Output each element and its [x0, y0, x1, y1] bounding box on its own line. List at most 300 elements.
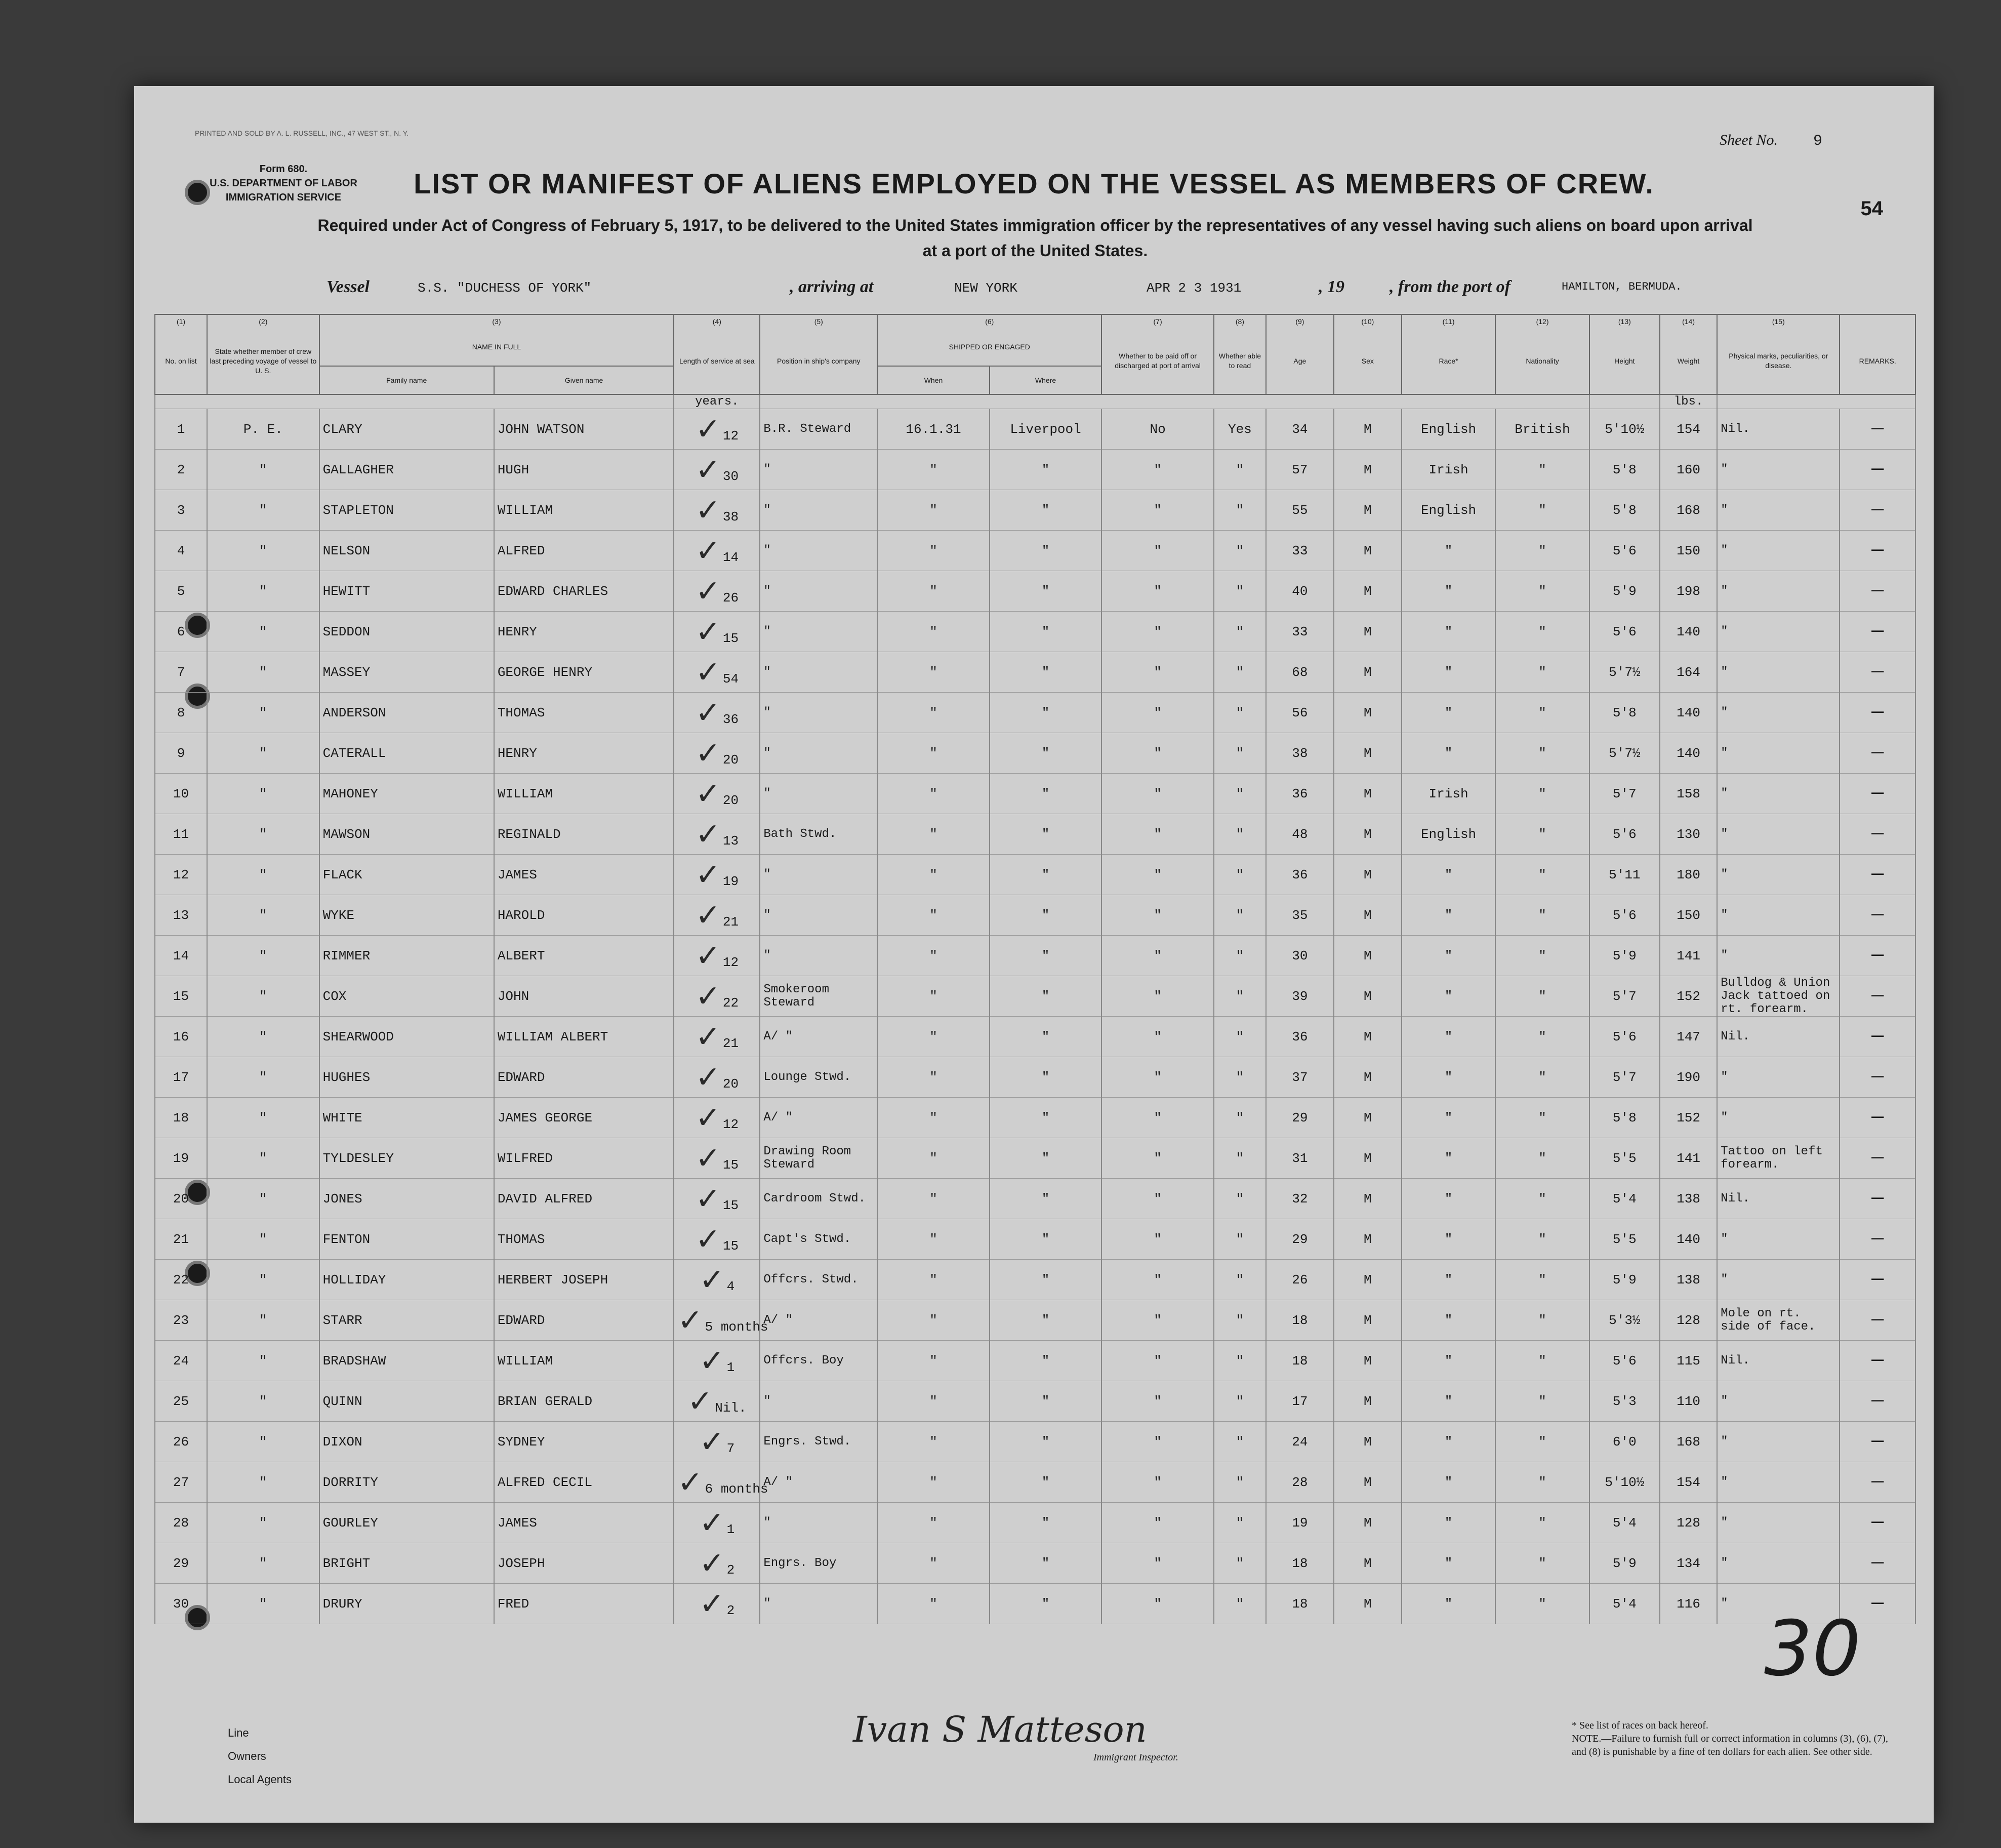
able-to-read-value: "	[1236, 1312, 1244, 1328]
shipped-where-value: "	[1041, 583, 1050, 599]
height-value: 5'7½	[1609, 664, 1641, 680]
family-name-value: BRIGHT	[322, 1555, 371, 1571]
service-length-value: 12	[722, 1116, 739, 1132]
cell-race	[1402, 1179, 1495, 1219]
nationality-value: "	[1538, 1312, 1546, 1328]
able-to-read-value: "	[1236, 1353, 1244, 1369]
cell-given-name	[494, 693, 674, 733]
weight-value: 116	[1677, 1596, 1700, 1612]
service-length-value: 12	[722, 954, 739, 970]
cell-shipped-where	[990, 693, 1102, 733]
check-mark-icon: ✓	[677, 1302, 703, 1338]
cell-family-name	[319, 1057, 494, 1098]
sex-value: M	[1364, 1312, 1372, 1328]
cell-able-to-read	[1214, 976, 1266, 1017]
cell-height	[1589, 936, 1660, 976]
physical-marks-value: "	[1721, 584, 1728, 598]
cell-nationality	[1495, 1138, 1589, 1179]
cell-shipped-when	[877, 1057, 990, 1098]
given-name-value: HAROLD	[497, 907, 545, 923]
position-value: Cardroom Stwd.	[763, 1191, 866, 1206]
cell-given-name	[494, 1341, 674, 1381]
cell-shipped-when	[877, 1543, 990, 1584]
cell-race	[1402, 895, 1495, 936]
cell-service-length	[674, 1341, 760, 1381]
table-row	[155, 1260, 1915, 1300]
previous-voyage-value: "	[259, 786, 267, 801]
cell-family-name	[319, 1422, 494, 1462]
remarks-tick-icon: —	[1840, 1017, 1915, 1057]
cell-able-to-read	[1214, 1017, 1266, 1057]
race-value: Irish	[1428, 462, 1468, 477]
remarks-tick-icon: —	[1840, 855, 1915, 895]
family-name-value: GOURLEY	[322, 1515, 378, 1531]
previous-voyage-value: "	[259, 462, 267, 477]
family-name-value: CLARY	[322, 421, 362, 437]
cell-shipped-where	[990, 1098, 1102, 1138]
cell-weight	[1660, 1543, 1717, 1584]
able-to-read-value: "	[1236, 1069, 1244, 1085]
able-to-read-value: "	[1236, 543, 1244, 558]
table-row	[155, 693, 1915, 733]
cell-height	[1589, 774, 1660, 814]
cell-shipped-when	[877, 652, 990, 693]
cell-sex	[1334, 774, 1402, 814]
weight-value: 154	[1677, 1474, 1700, 1490]
cell-paid-off	[1101, 1300, 1214, 1341]
height-value: 5'7	[1612, 988, 1637, 1004]
check-mark-icon: ✓	[695, 1181, 721, 1217]
height-value: 5'9	[1612, 583, 1637, 599]
check-mark-icon: ✓	[695, 452, 721, 488]
sex-value: M	[1364, 1029, 1372, 1044]
position-value: A/ "	[763, 1110, 793, 1124]
cell-service-length	[674, 409, 760, 450]
cell-sex	[1334, 1138, 1402, 1179]
previous-voyage-value: "	[259, 543, 267, 558]
race-value: "	[1444, 867, 1453, 882]
previous-voyage-value: "	[259, 1150, 267, 1166]
sex-value: M	[1364, 1555, 1372, 1571]
physical-marks-value: "	[1721, 705, 1728, 719]
check-mark-icon: ✓	[699, 1343, 725, 1379]
able-to-read-value: "	[1236, 583, 1244, 599]
sex-value: M	[1364, 583, 1372, 599]
cell-row-number	[155, 1341, 207, 1381]
cell-row-number	[155, 1138, 207, 1179]
shipped-where-value: "	[1041, 462, 1050, 477]
able-to-read-value: "	[1236, 502, 1244, 518]
age-value: 56	[1292, 705, 1308, 720]
service-length-value: 38	[722, 509, 739, 525]
sex-value: M	[1364, 1434, 1372, 1450]
cell-previous-voyage	[207, 571, 319, 612]
cell-shipped-when	[877, 976, 990, 1017]
shipped-where-value: "	[1041, 1312, 1050, 1328]
cell-row-number	[155, 1260, 207, 1300]
cell-row-number	[155, 855, 207, 895]
cell-weight	[1660, 693, 1717, 733]
cell-weight	[1660, 490, 1717, 531]
cell-race	[1402, 936, 1495, 976]
cell-paid-off	[1101, 1381, 1214, 1422]
years-unit: years.	[674, 394, 760, 409]
weight-value: 150	[1677, 543, 1700, 558]
cell-able-to-read	[1214, 1584, 1266, 1624]
check-mark-icon: ✓	[699, 1545, 725, 1581]
service-length-value: 1	[726, 1359, 735, 1375]
cell-previous-voyage	[207, 490, 319, 531]
col-14-num: (14)	[1660, 314, 1717, 328]
cell-previous-voyage	[207, 531, 319, 571]
cell-service-length	[674, 1381, 760, 1422]
nationality-value: "	[1538, 1069, 1546, 1085]
cell-shipped-where	[990, 571, 1102, 612]
cell-service-length	[674, 1138, 760, 1179]
nationality-value: "	[1538, 1393, 1546, 1409]
cell-nationality	[1495, 1017, 1589, 1057]
previous-voyage-value: "	[259, 867, 267, 882]
service-length-value: 26	[722, 590, 739, 606]
cell-family-name	[319, 1503, 494, 1543]
cell-position	[760, 774, 877, 814]
nationality-value: "	[1538, 867, 1546, 882]
table-row	[155, 1057, 1915, 1098]
sheet-value: 9	[1813, 133, 1822, 150]
cell-paid-off	[1101, 1341, 1214, 1381]
cell-service-length	[674, 1219, 760, 1260]
cell-weight	[1660, 531, 1717, 571]
sex-value: M	[1364, 1231, 1372, 1247]
cell-race	[1402, 490, 1495, 531]
cell-nationality	[1495, 774, 1589, 814]
service-length-value: 21	[722, 914, 739, 930]
race-value: "	[1444, 1272, 1453, 1288]
shipped-where-value: "	[1041, 1555, 1050, 1571]
service-length-value: 15	[722, 1157, 739, 1173]
cell-row-number	[155, 1503, 207, 1543]
cell-family-name	[319, 1462, 494, 1503]
cell-sex	[1334, 652, 1402, 693]
cell-able-to-read	[1214, 733, 1266, 774]
cell-paid-off	[1101, 1057, 1214, 1098]
given-name-value: JOSEPH	[497, 1555, 545, 1571]
shipped-when-value: "	[929, 583, 937, 599]
paid-off-value: "	[1154, 1231, 1162, 1247]
cell-shipped-where	[990, 612, 1102, 652]
height-value: 5'11	[1609, 867, 1641, 882]
cell-race	[1402, 1341, 1495, 1381]
shipped-when-value: "	[929, 1272, 937, 1288]
given-name-value: JOHN WATSON	[497, 421, 585, 437]
sex-value: M	[1364, 988, 1372, 1004]
shipped-where-value: "	[1041, 988, 1050, 1004]
shipped-when-value: "	[929, 462, 937, 477]
cell-given-name	[494, 1219, 674, 1260]
previous-voyage-value: "	[259, 1312, 267, 1328]
position-value: "	[763, 1515, 771, 1530]
cell-physical-marks	[1717, 895, 1840, 936]
remarks-tick-icon: —	[1840, 490, 1915, 531]
height-value: 5'4	[1612, 1596, 1637, 1612]
family-name-value: RIMMER	[322, 948, 371, 963]
table-row	[155, 1543, 1915, 1584]
row-number-value: 29	[173, 1555, 189, 1571]
cell-given-name	[494, 652, 674, 693]
check-mark-icon: ✓	[695, 776, 721, 812]
shipped-where-value: "	[1041, 1353, 1050, 1369]
cell-given-name	[494, 490, 674, 531]
cell-sex	[1334, 895, 1402, 936]
row-number-value: 5	[177, 583, 185, 599]
position-value: Lounge Stwd.	[763, 1070, 851, 1084]
table-row	[155, 1138, 1915, 1179]
cell-paid-off	[1101, 814, 1214, 855]
cell-race	[1402, 612, 1495, 652]
cell-race	[1402, 1381, 1495, 1422]
table-row	[155, 1017, 1915, 1057]
family-name-value: COX	[322, 988, 347, 1004]
paid-off-value: "	[1154, 624, 1162, 639]
given-name-value: JAMES	[497, 1515, 537, 1531]
check-mark-icon: ✓	[695, 614, 721, 650]
cell-row-number	[155, 1584, 207, 1624]
cell-row-number	[155, 1300, 207, 1341]
cell-sex	[1334, 450, 1402, 490]
cell-previous-voyage	[207, 895, 319, 936]
height-value: 5'9	[1612, 1272, 1637, 1288]
given-name-value: EDWARD CHARLES	[497, 583, 608, 599]
cell-weight	[1660, 1462, 1717, 1503]
cell-shipped-when	[877, 1381, 990, 1422]
paid-off-value: "	[1154, 786, 1162, 801]
cell-nationality	[1495, 1543, 1589, 1584]
race-value: "	[1444, 664, 1453, 680]
cell-height	[1589, 1017, 1660, 1057]
service-length-value: 2	[726, 1602, 735, 1618]
race-value: "	[1444, 1110, 1453, 1126]
service-length-value: 20	[722, 1076, 739, 1092]
crew-table	[154, 314, 1916, 1624]
cell-given-name	[494, 1300, 674, 1341]
cell-nationality	[1495, 733, 1589, 774]
cell-weight	[1660, 450, 1717, 490]
cell-shipped-where	[990, 895, 1102, 936]
service-length-value: 12	[722, 428, 739, 444]
cell-row-number	[155, 814, 207, 855]
cell-position	[760, 1462, 877, 1503]
age-value: 30	[1292, 948, 1308, 963]
cell-previous-voyage	[207, 936, 319, 976]
cell-weight	[1660, 1057, 1717, 1098]
cell-weight	[1660, 1422, 1717, 1462]
cell-height	[1589, 1300, 1660, 1341]
cell-physical-marks	[1717, 1300, 1840, 1341]
shipped-where-value: "	[1041, 907, 1050, 923]
arriving-label: , arriving at	[790, 277, 874, 296]
cell-service-length	[674, 652, 760, 693]
cell-able-to-read	[1214, 1179, 1266, 1219]
cell-age	[1266, 895, 1334, 936]
given-name-value: SYDNEY	[497, 1434, 545, 1450]
age-value: 55	[1292, 502, 1308, 518]
col-service-header: Length of service at sea	[674, 328, 760, 394]
given-name-value: JOHN	[497, 988, 529, 1004]
physical-marks-value: "	[1721, 827, 1728, 841]
service-length-value: 36	[722, 711, 739, 727]
cell-physical-marks	[1717, 693, 1840, 733]
table-row	[155, 531, 1915, 571]
cell-height	[1589, 612, 1660, 652]
nationality-value: "	[1538, 1434, 1546, 1450]
nationality-value: "	[1538, 1231, 1546, 1247]
cell-paid-off	[1101, 1098, 1214, 1138]
previous-voyage-value: P. E.	[243, 421, 283, 437]
weight-value: 128	[1677, 1515, 1700, 1531]
given-name-value: HERBERT JOSEPH	[497, 1272, 608, 1288]
weight-value: 152	[1677, 988, 1700, 1004]
sex-value: M	[1364, 705, 1372, 720]
cell-service-length	[674, 693, 760, 733]
cell-sex	[1334, 1503, 1402, 1543]
cell-able-to-read	[1214, 895, 1266, 936]
cell-previous-voyage	[207, 733, 319, 774]
check-mark-icon: ✓	[695, 533, 721, 569]
paid-off-value: "	[1154, 705, 1162, 720]
cell-physical-marks	[1717, 571, 1840, 612]
previous-voyage-value: "	[259, 988, 267, 1004]
row-number-value: 1	[177, 421, 185, 437]
table-row	[155, 1179, 1915, 1219]
cell-height	[1589, 1584, 1660, 1624]
cell-family-name	[319, 855, 494, 895]
cell-race	[1402, 1503, 1495, 1543]
cell-row-number	[155, 693, 207, 733]
col-weight-header: Weight	[1660, 328, 1717, 394]
weight-value: 147	[1677, 1029, 1700, 1044]
height-value: 5'5	[1612, 1231, 1637, 1247]
given-name-value: WILLIAM	[497, 502, 553, 518]
cell-age	[1266, 1381, 1334, 1422]
cell-weight	[1660, 976, 1717, 1017]
cell-family-name	[319, 976, 494, 1017]
position-value: A/ "	[763, 1313, 793, 1327]
age-value: 29	[1292, 1231, 1308, 1247]
cell-nationality	[1495, 693, 1589, 733]
sex-value: M	[1364, 1474, 1372, 1490]
position-value: "	[763, 786, 771, 800]
shipped-where-value: "	[1041, 624, 1050, 639]
cell-shipped-when	[877, 1462, 990, 1503]
cell-given-name	[494, 1543, 674, 1584]
cell-shipped-when	[877, 855, 990, 895]
cell-previous-voyage	[207, 612, 319, 652]
sex-value: M	[1364, 1515, 1372, 1531]
cell-height	[1589, 814, 1660, 855]
cell-sex	[1334, 733, 1402, 774]
shipped-when-value: "	[929, 1555, 937, 1571]
able-to-read-value: "	[1236, 826, 1244, 842]
service-length-value: 15	[722, 630, 739, 646]
cell-physical-marks	[1717, 936, 1840, 976]
cell-row-number	[155, 1462, 207, 1503]
cell-weight	[1660, 1503, 1717, 1543]
shipped-where-value: "	[1041, 1596, 1050, 1612]
cell-race	[1402, 733, 1495, 774]
previous-voyage-value: "	[259, 948, 267, 963]
col-marks-header: Physical marks, peculiarities, or disease.	[1717, 328, 1840, 394]
race-value: "	[1444, 1069, 1453, 1085]
cell-position	[760, 1219, 877, 1260]
cell-able-to-read	[1214, 1462, 1266, 1503]
check-mark-icon: ✓	[699, 1586, 725, 1622]
cell-previous-voyage	[207, 1584, 319, 1624]
cell-shipped-where	[990, 855, 1102, 895]
cell-nationality	[1495, 1341, 1589, 1381]
cell-age	[1266, 1543, 1334, 1584]
cell-shipped-where	[990, 1341, 1102, 1381]
cell-position	[760, 612, 877, 652]
cell-race	[1402, 1422, 1495, 1462]
cell-age	[1266, 1300, 1334, 1341]
paid-off-value: No	[1150, 421, 1166, 437]
physical-marks-value: "	[1721, 1272, 1728, 1287]
remarks-tick-icon: —	[1840, 1179, 1915, 1219]
check-mark-icon: ✓	[695, 1019, 721, 1055]
shipped-when-value: "	[929, 1353, 937, 1369]
height-value: 5'4	[1612, 1191, 1637, 1207]
cell-paid-off	[1101, 1138, 1214, 1179]
race-value: "	[1444, 624, 1453, 639]
cell-given-name	[494, 1260, 674, 1300]
given-name-value: EDWARD	[497, 1069, 545, 1085]
shipped-where-value: "	[1041, 867, 1050, 882]
table-row	[155, 1341, 1915, 1381]
physical-marks-value: "	[1721, 1394, 1728, 1408]
cell-height	[1589, 450, 1660, 490]
service-length-value: 14	[722, 549, 739, 565]
cell-sex	[1334, 855, 1402, 895]
able-to-read-value: "	[1236, 1231, 1244, 1247]
cell-able-to-read	[1214, 1300, 1266, 1341]
cell-previous-voyage	[207, 855, 319, 895]
cell-nationality	[1495, 409, 1589, 450]
check-mark-icon: ✓	[695, 1221, 721, 1257]
cell-sex	[1334, 1543, 1402, 1584]
position-value: Bath Stwd.	[763, 827, 837, 841]
family-name-value: QUINN	[322, 1393, 362, 1409]
cell-shipped-where	[990, 1503, 1102, 1543]
col-10-num: (10)	[1334, 314, 1402, 328]
paid-off-value: "	[1154, 543, 1162, 558]
cell-height	[1589, 1543, 1660, 1584]
weight-value: 154	[1677, 421, 1700, 437]
col-3-num: (3)	[319, 314, 674, 328]
sex-value: M	[1364, 543, 1372, 558]
able-to-read-value: "	[1236, 1474, 1244, 1490]
age-value: 32	[1292, 1191, 1308, 1207]
cell-previous-voyage	[207, 1219, 319, 1260]
height-value: 5'7	[1612, 1069, 1637, 1085]
family-name-value: WHITE	[322, 1110, 362, 1126]
cell-row-number	[155, 1422, 207, 1462]
cell-age	[1266, 1341, 1334, 1381]
family-name-value: STAPLETON	[322, 502, 394, 518]
cell-race	[1402, 1057, 1495, 1098]
position-value: Engrs. Stwd.	[763, 1434, 851, 1449]
cell-shipped-where	[990, 1138, 1102, 1179]
table-row	[155, 895, 1915, 936]
